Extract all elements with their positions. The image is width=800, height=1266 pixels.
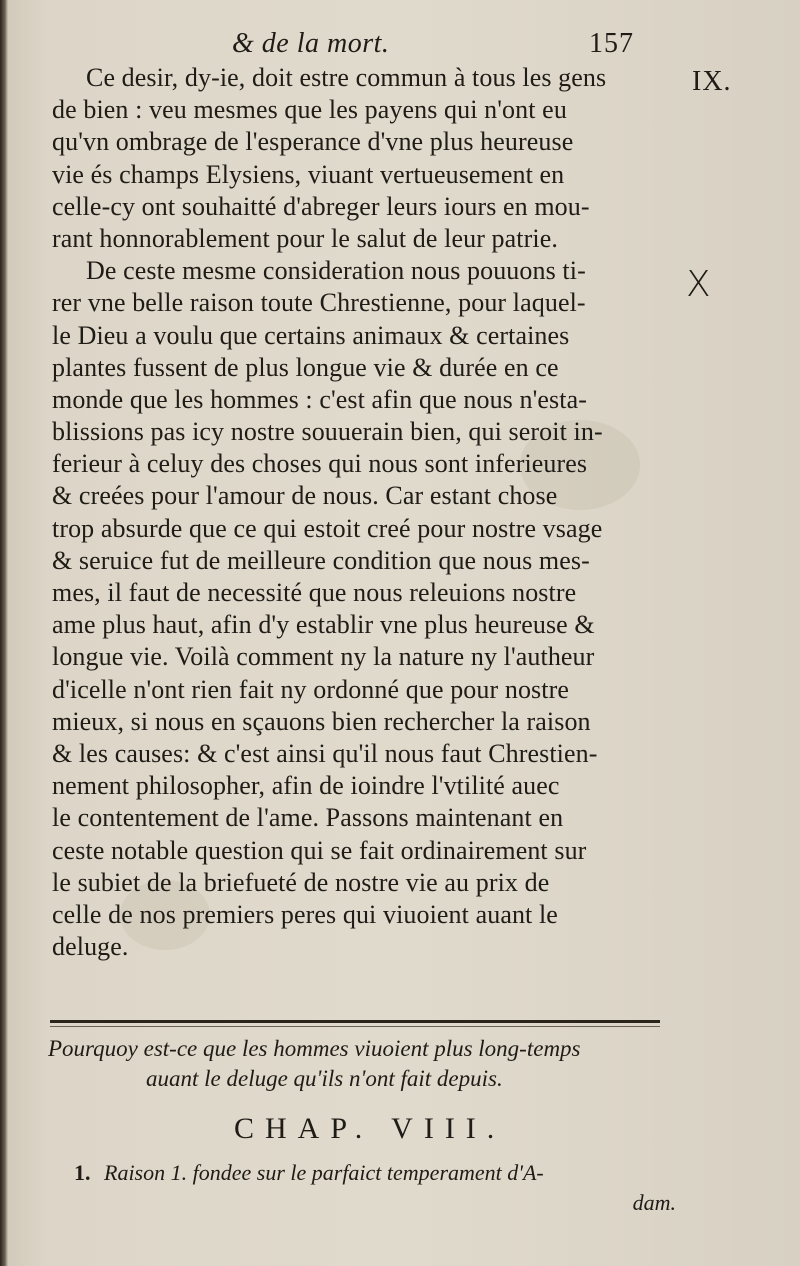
text-line: & seruice fut de meilleure condition que nous mes- xyxy=(52,545,590,575)
page-gutter-edge xyxy=(0,0,8,1266)
margin-note-x: X xyxy=(686,264,711,305)
chapter-title-line: auant le deluge qu'ils n'ont fait depuis. xyxy=(146,1066,503,1091)
text-line: ceste notable question qui se fait ordinairement sur xyxy=(52,835,587,865)
text-line: & les causes: & c'est ainsi qu'il nous faut Chrestien- xyxy=(52,738,598,768)
text-line: mes, il faut de necessité que nous releuions nostre xyxy=(52,578,577,607)
text-line: celle-cy ont souhaitté d'abreger leurs iours en mou- xyxy=(52,191,590,221)
margin-note-ix: IX. xyxy=(692,66,732,97)
chapter-title xyxy=(48,1034,688,1094)
text-line: le Dieu a voulu que certains animaux & certaines xyxy=(52,320,570,350)
text-line: d'icelle n'ont rien fait ny ordonné que pour nostre xyxy=(52,674,569,704)
text-line: celle de nos premiers peres qui viuoient auant le xyxy=(52,899,558,929)
text-line: le subiet de la briefueté de nostre vie au prix de xyxy=(52,867,550,897)
text-line: le contentement de l'ame. Passons maintenant en xyxy=(52,803,564,833)
text-line: & creées pour l'amour de nous. Car estant chose xyxy=(52,481,558,511)
text-line: vie és champs Elysiens, viuant vertueusement en xyxy=(52,159,565,189)
page-number: 157 xyxy=(589,28,634,59)
text-line: deluge. xyxy=(52,932,129,962)
running-title: & de la mort. xyxy=(232,28,390,59)
text-line: nement philosopher, afin de ioindre l'vtilité auec xyxy=(52,771,560,801)
text-line: De ceste mesme consideration nous pouuons ti- xyxy=(86,256,586,286)
text-line: mieux, si nous en sçauons bien rechercher la raison xyxy=(52,706,591,736)
section-rule xyxy=(50,1020,660,1023)
summary-line: Raison 1. fondee sur le parfaict temperament d'A- xyxy=(104,1160,544,1185)
chapter-label: CHAP. VIII. xyxy=(234,1112,506,1145)
text-line: trop absurde que ce qui estoit creé pour nostre vsage xyxy=(52,513,603,543)
text-line: blissions pas icy nostre souuerain bien, qui seroit in- xyxy=(52,417,603,447)
text-line: ferieur à celuy des choses qui nous sont inferieures xyxy=(52,449,588,479)
text-line: ame plus haut, afin d'y establir vne plus heureuse & xyxy=(52,610,595,640)
body-text xyxy=(52,62,672,963)
running-head xyxy=(0,22,800,62)
text-line: monde que les hommes : c'est afin que nous n'esta- xyxy=(52,384,587,414)
text-line: rant honnorablement pour le salut de leur patrie. xyxy=(52,223,558,253)
chapter-summary xyxy=(74,1158,686,1218)
section-rule-thin xyxy=(50,1026,660,1027)
summary-number: 1. xyxy=(74,1160,91,1185)
text-line: qu'vn ombrage de l'esperance d'vne plus heureuse xyxy=(52,127,574,157)
text-line: de bien : veu mesmes que les payens qui n'ont eu xyxy=(52,95,567,125)
chapter-title-line: Pourquoy est-ce que les hommes viuoient plus long-temps xyxy=(48,1036,581,1061)
text-line: Ce desir, dy-ie, doit estre commun à tous les gens xyxy=(86,63,607,92)
text-line: rer vne belle raison toute Chrestienne, pour laquel- xyxy=(52,288,586,318)
summary-line: dam. xyxy=(632,1190,676,1215)
text-line: plantes fussent de plus longue vie & durée en ce xyxy=(52,352,559,382)
text-line: longue vie. Voilà comment ny la nature ny l'autheur xyxy=(52,642,595,672)
